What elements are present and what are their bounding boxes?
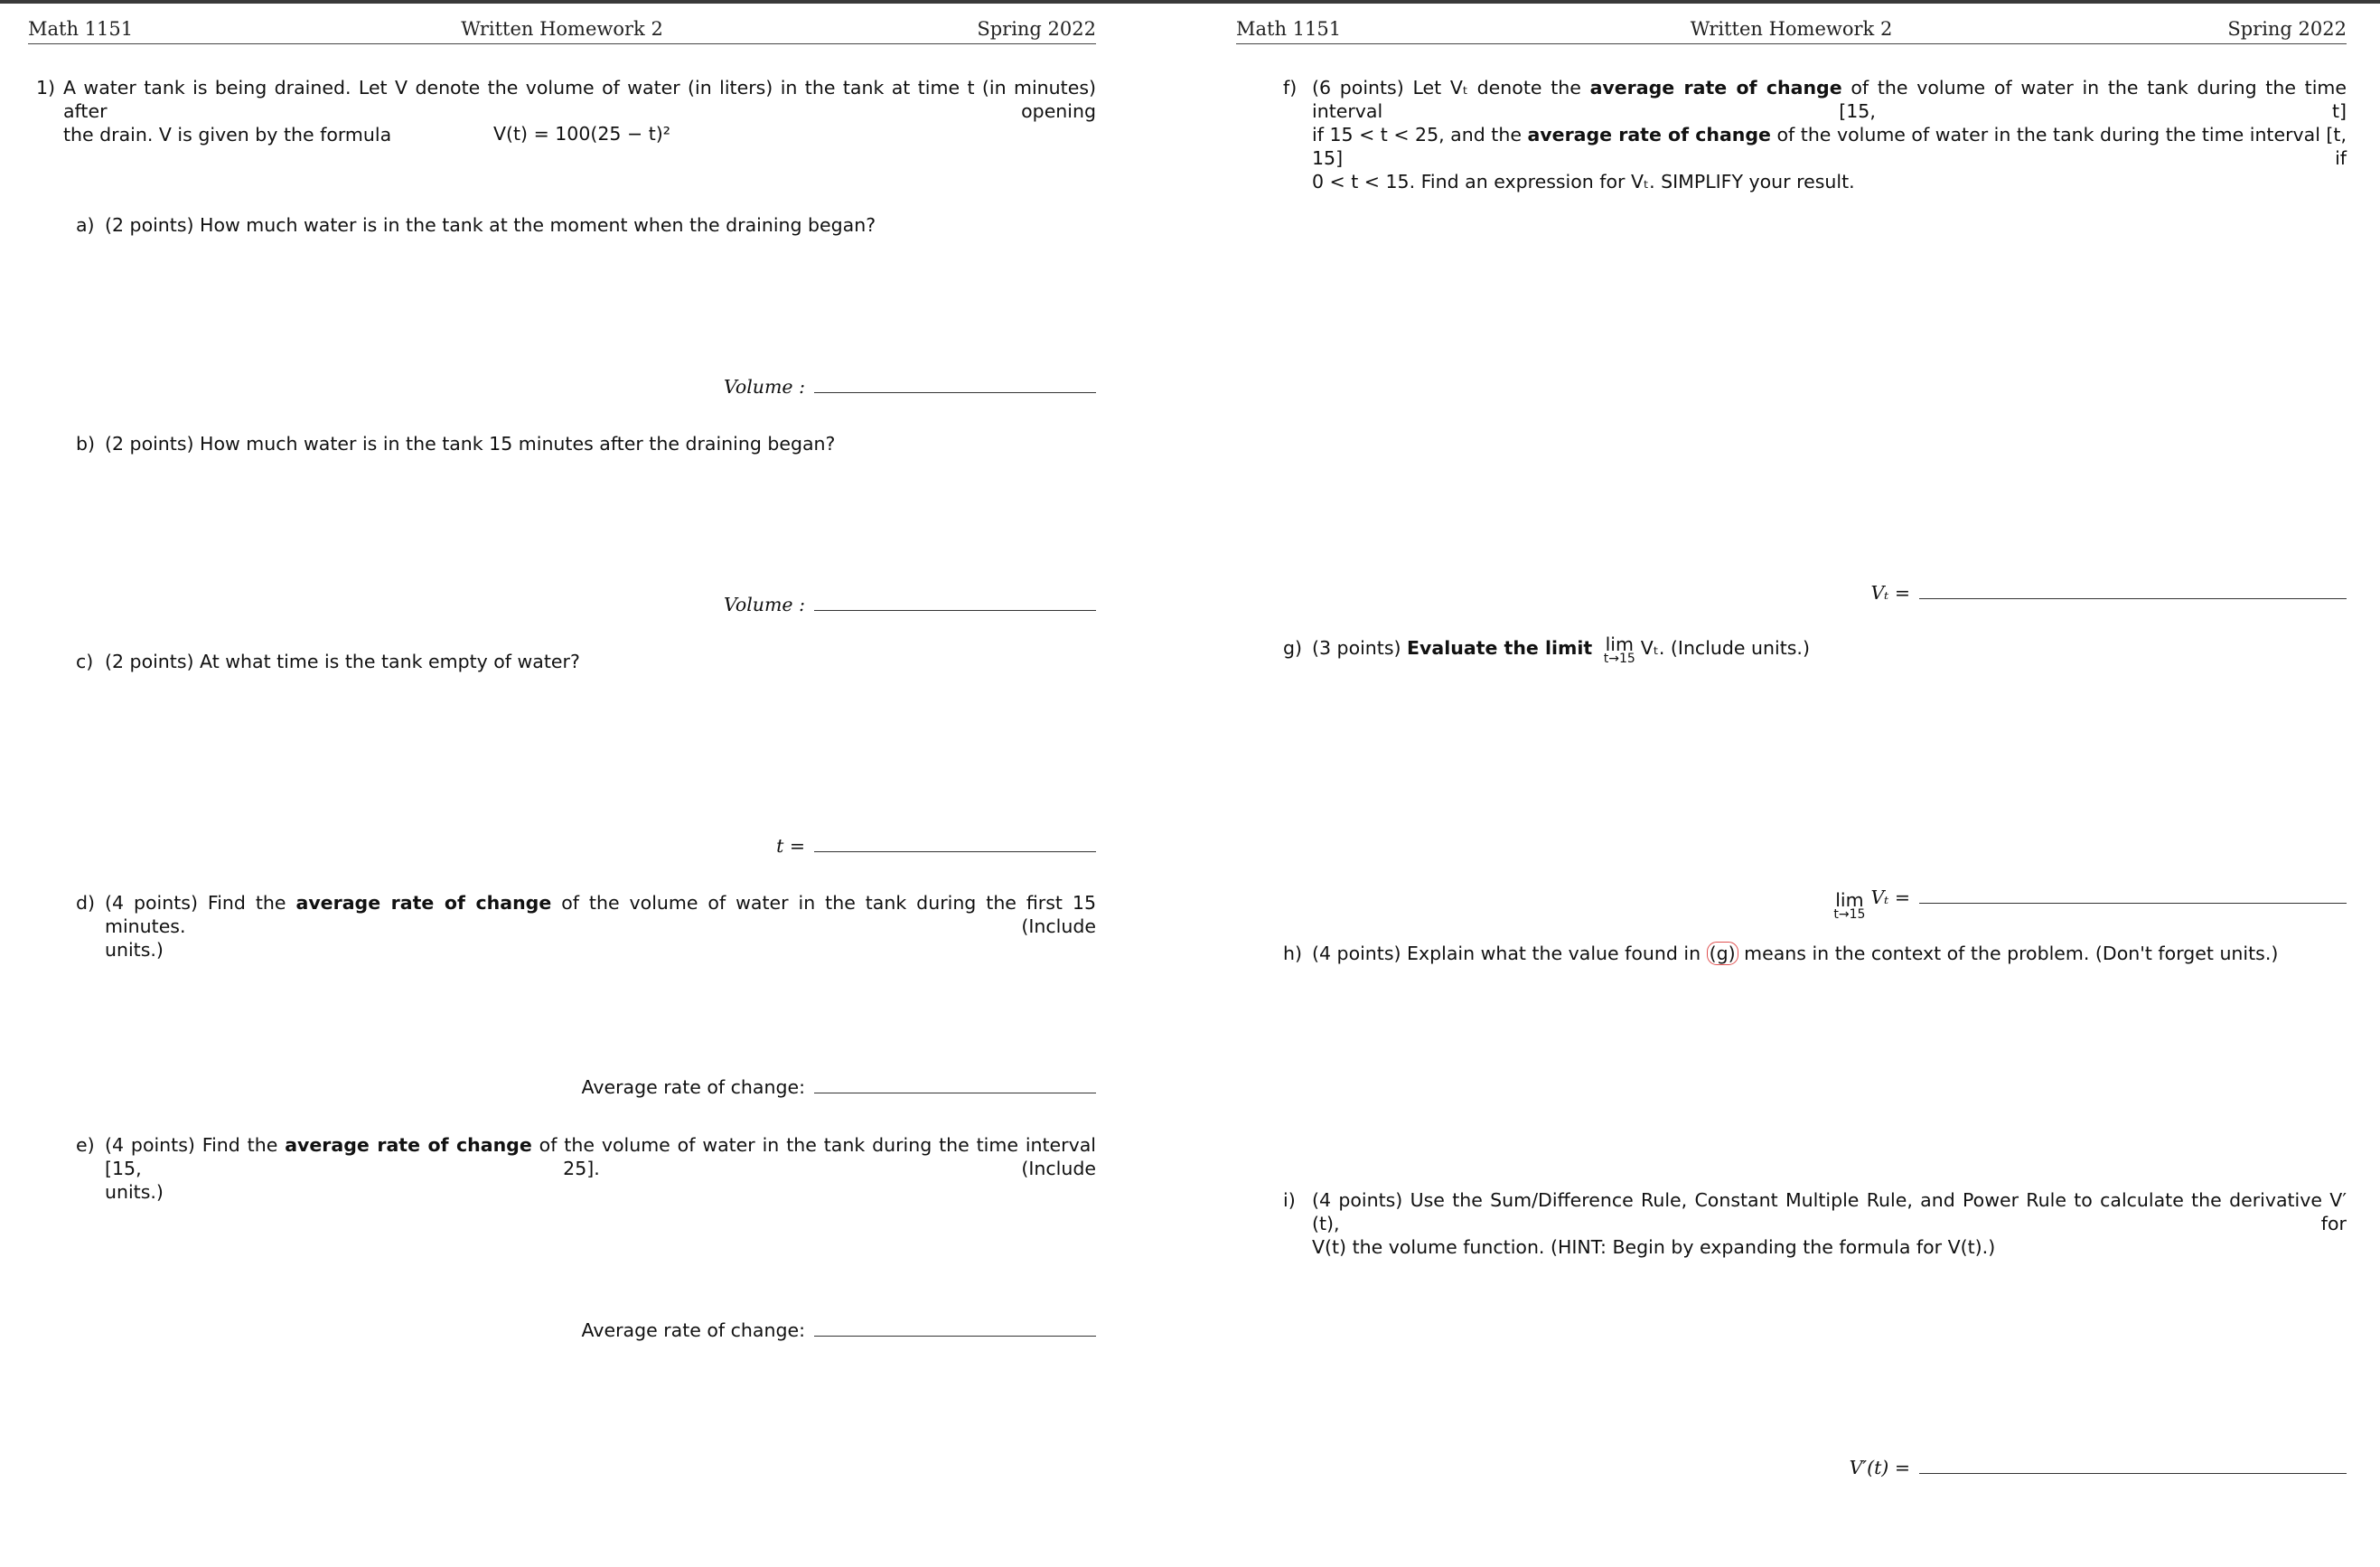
part-f-label: f) bbox=[1283, 77, 1298, 99]
part-e-pre: (4 points) Find the bbox=[105, 1134, 286, 1156]
answer-c-label: t = bbox=[776, 835, 805, 857]
assignment-title: Written Homework 2 bbox=[1690, 18, 1893, 40]
course-label: Math 1151 bbox=[28, 18, 134, 40]
part-f-line1-post: of the volume of water in the tank during the time interval [15, t] bbox=[1312, 77, 2347, 122]
part-f-line1 bbox=[1312, 76, 2347, 123]
part-h bbox=[1283, 942, 2279, 965]
problem-number: 1) bbox=[36, 77, 56, 99]
volume-formula: V(t) = 100(25 − t)² bbox=[493, 123, 670, 145]
page-left bbox=[0, 0, 1189, 1567]
limit-subscript: t→15 bbox=[1603, 652, 1635, 666]
part-g-bold: Evaluate the limit bbox=[1407, 637, 1593, 659]
answer-g-limit bbox=[1833, 889, 1866, 922]
part-h-post: means in the context of the problem. (Don't forget units.) bbox=[1738, 943, 2279, 964]
term-label: Spring 2022 bbox=[2227, 18, 2347, 40]
part-i bbox=[1283, 1188, 2347, 1259]
limit-expression bbox=[1603, 633, 1635, 666]
answer-i-label: V′(t) = bbox=[1849, 1457, 1910, 1478]
part-a-label: a) bbox=[76, 214, 95, 236]
answer-b-label: Volume : bbox=[723, 594, 805, 615]
page-header bbox=[28, 16, 1096, 44]
page-header bbox=[1236, 16, 2347, 44]
answer-e bbox=[582, 1319, 1096, 1341]
part-a bbox=[76, 213, 876, 237]
part-f-bold-1: average rate of change bbox=[1589, 77, 1842, 99]
part-f-line2 bbox=[1312, 123, 2347, 170]
part-e-line1 bbox=[105, 1133, 1096, 1180]
part-e-label: e) bbox=[76, 1134, 95, 1156]
part-h-label: h) bbox=[1283, 943, 1302, 964]
answer-g-limit-subscript: t→15 bbox=[1833, 907, 1866, 922]
part-e-bold: average rate of change bbox=[285, 1134, 532, 1156]
part-g bbox=[1283, 633, 1810, 666]
part-f bbox=[1283, 76, 2347, 193]
course-label: Math 1151 bbox=[1236, 18, 1342, 40]
answer-f-label: Vₜ = bbox=[1870, 582, 1910, 604]
answer-f bbox=[1870, 582, 2347, 604]
part-f-line3: 0 < t < 15. Find an expression for Vₜ. SIMPLIFY your result. bbox=[1312, 171, 1855, 192]
part-d-line2: units.) bbox=[105, 939, 164, 961]
part-d-line1 bbox=[105, 891, 1096, 938]
answer-g-label: Vₜ = bbox=[1870, 887, 1910, 908]
answer-g bbox=[1833, 887, 2347, 921]
part-f-line2-post: of the volume of water in the tank during the time interval [t, 15] if bbox=[1312, 124, 2347, 169]
problem-intro-line2: the drain. V is given by the formula bbox=[63, 124, 392, 145]
part-g-reference-circled: (g) bbox=[1707, 942, 1738, 965]
part-i-line2: V(t) the volume function. (HINT: Begin by expanding the formula for V(t).) bbox=[1312, 1236, 1996, 1258]
answer-d-label: Average rate of change: bbox=[581, 1076, 805, 1098]
answer-a-blank[interactable] bbox=[814, 392, 1096, 393]
part-d-post: of the volume of water in the tank during the first 15 minutes. (Include bbox=[105, 892, 1096, 937]
part-b-text: (2 points) How much water is in the tank 15 minutes after the draining began? bbox=[105, 433, 836, 455]
answer-i bbox=[1850, 1457, 2347, 1478]
part-b bbox=[76, 432, 836, 455]
part-d-label: d) bbox=[76, 892, 96, 914]
part-d-bold: average rate of change bbox=[295, 892, 552, 914]
part-a-text: (2 points) How much water is in the tank at the moment when the draining began? bbox=[105, 214, 876, 236]
answer-a bbox=[724, 376, 1096, 398]
part-g-pre: (3 points) bbox=[1312, 637, 1408, 659]
part-e-line2: units.) bbox=[105, 1181, 164, 1203]
answer-b bbox=[724, 594, 1096, 615]
page-right bbox=[1189, 0, 2380, 1567]
term-label: Spring 2022 bbox=[977, 18, 1096, 40]
answer-e-blank[interactable] bbox=[814, 1336, 1096, 1337]
answer-a-label: Volume : bbox=[723, 376, 805, 398]
part-g-post: Vₜ. (Include units.) bbox=[1640, 637, 1810, 659]
answer-c-blank[interactable] bbox=[814, 851, 1096, 852]
answer-g-blank[interactable] bbox=[1919, 903, 2347, 904]
part-d bbox=[76, 891, 1096, 962]
assignment-title: Written Homework 2 bbox=[461, 18, 663, 40]
part-f-bold-2: average rate of change bbox=[1527, 124, 1771, 145]
part-i-line1: (4 points) Use the Sum/Difference Rule, Constant Multiple Rule, and Power Rule to calculate the derivative V′(t), for bbox=[1312, 1189, 2347, 1234]
answer-g-limit-word: lim bbox=[1835, 889, 1864, 911]
part-h-pre: (4 points) Explain what the value found in bbox=[1312, 943, 1707, 964]
answer-c bbox=[776, 835, 1096, 857]
part-e bbox=[76, 1133, 1096, 1204]
answer-f-blank[interactable] bbox=[1919, 598, 2347, 599]
answer-b-blank[interactable] bbox=[814, 610, 1096, 611]
part-b-label: b) bbox=[76, 433, 96, 455]
part-d-pre: (4 points) Find the bbox=[105, 892, 296, 914]
problem-intro-line1: A water tank is being drained. Let V denote the volume of water (in liters) in the tank at time t (in minutes) after opening bbox=[63, 77, 1096, 122]
limit-word: lim bbox=[1605, 633, 1634, 655]
part-c-label: c) bbox=[76, 651, 94, 672]
part-c bbox=[76, 650, 580, 673]
part-f-line1-pre: (6 points) Let Vₜ denote the bbox=[1312, 77, 1590, 99]
answer-e-label: Average rate of change: bbox=[581, 1319, 805, 1341]
part-g-label: g) bbox=[1283, 637, 1303, 659]
answer-i-blank[interactable] bbox=[1919, 1473, 2347, 1474]
answer-d bbox=[582, 1076, 1096, 1098]
part-f-line2-pre: if 15 < t < 25, and the bbox=[1312, 124, 1528, 145]
part-i-label: i) bbox=[1283, 1189, 1296, 1211]
part-c-text: (2 points) At what time is the tank empty of water? bbox=[105, 651, 580, 672]
part-e-post: of the volume of water in the tank during the time interval [15, 25]. (Include bbox=[105, 1134, 1096, 1179]
